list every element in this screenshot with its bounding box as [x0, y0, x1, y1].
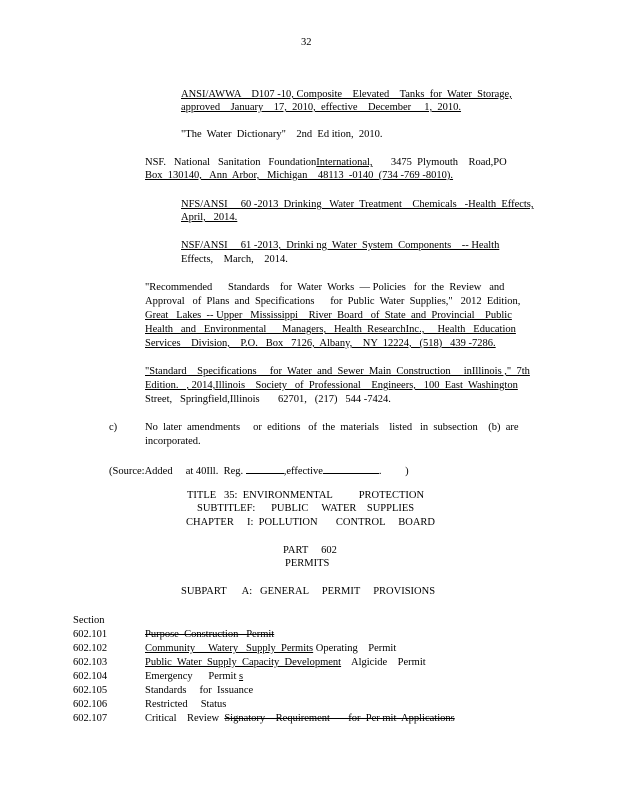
reference-standard-specifications-line-1: "Standard Specifications for Water and Sewer Main Construction inIllinois ," 7th: [145, 366, 530, 377]
reference-recommended-standards-line-1: "Recommended Standards for Water Works — Policies for the Review and: [145, 282, 505, 293]
reference-recommended-standards-line-4: Health and Environmental Managers, Health ResearchInc., Health Education: [145, 324, 516, 335]
reference-nsf-line-1: [145, 156, 507, 170]
section-number: 602.105: [73, 685, 108, 696]
reference-standard-specifications-line-2: Edition. , 2014,Illinois Society of Professional Engineers, 100 East Washington: [145, 380, 518, 391]
heading-subtitle: SUBTITLEF: PUBLIC WATER SUPPLIES: [197, 503, 415, 514]
section-title-deleted-part: Signatory Requirement for Per mit Applications: [224, 713, 455, 724]
reference-nsf-61-line-1: [181, 239, 499, 253]
heading-subpart: SUBPART A: GENERAL PERMIT PROVISIONS: [181, 586, 436, 597]
reference-standard-specifications-line-3: Street, Springfield,Illinois 62701, (217) 544 -7424.: [145, 394, 391, 405]
reference-recommended-standards-line-3: Great Lakes -- Upper Mississippi River Board of State and Provincial Public: [145, 310, 512, 321]
section-number: 602.101: [73, 629, 108, 640]
reference-nsf-61-text: NSF/ANSI 61 -2013, Drinki ng Water System Components -- Health: [181, 240, 500, 251]
reference-recommended-standards-line-2: [145, 295, 520, 309]
section-title: [145, 712, 455, 726]
section-title: Standards for Issuance: [145, 685, 254, 696]
reference-nsf-60-line-1: NFS/ANSI 60 -2013 Drinking Water Treatment Chemicals -Health Effects,: [181, 199, 534, 210]
subsection-c-line-1: No later amendments or editions of the materials listed in subsection (b) are: [145, 422, 519, 433]
section-title-added-part: Public Water Supply Capacity Development: [145, 657, 342, 668]
page-number: 32: [301, 37, 312, 48]
section-title-added-part: s: [239, 671, 244, 682]
source-effective: ,effective: [283, 466, 323, 477]
heading-part: PART 602: [283, 545, 337, 556]
heading-chapter: CHAPTER I: POLLUTION CONTROL BOARD: [186, 517, 435, 528]
section-number: 602.103: [73, 657, 108, 668]
reference-nsf-address: 3475 Plymouth Road,PO: [390, 157, 507, 168]
reference-ansi-awwa-line-2: approved January 17, 2010, effective December 1, 2010.: [181, 102, 462, 113]
section-number: 602.107: [73, 713, 108, 724]
reference-rs-approval: Approval of Plans and Specifications: [145, 296, 315, 307]
subsection-c-label: c): [109, 422, 118, 433]
reference-nsf-61-line-2: Effects, March, 2014.: [181, 254, 288, 265]
section-title: Restricted Status: [145, 699, 227, 710]
reference-recommended-standards-line-5: Services Division, P.O. Box 7126, Albany, NY 12224, (518) 439 -7286.: [145, 338, 496, 349]
reference-ansi-awwa-line-1: ANSI/AWWA D107 -10, Composite Elevated Tanks for Water Storage,: [181, 89, 512, 100]
source-blank-1: [246, 463, 284, 474]
source-suffix: . ): [378, 466, 409, 477]
section-header: Section: [73, 615, 105, 626]
reference-nsf-60-line-2: April, 2014.: [181, 212, 238, 223]
section-number: 602.102: [73, 643, 108, 654]
section-title-part: Emergency Permit: [145, 671, 239, 682]
reference-rs-edition: for Public Water Supplies," 2012 Edition,: [330, 296, 521, 307]
source-prefix: (Source:Added at 40Ill. Reg.: [109, 466, 244, 477]
section-title-part: Operating Permit: [313, 643, 397, 654]
source-note: [109, 463, 409, 479]
heading-title: TITLE 35: ENVIRONMENTAL PROTECTION: [187, 490, 425, 501]
section-title: [145, 670, 243, 684]
section-title: Purpose Construction Permit: [145, 629, 275, 640]
reference-nsf-international: International,: [316, 157, 373, 168]
reference-nsf-line-2: Box 130140, Ann Arbor, Michigan 48113 -0140 (734 -769 -8010).: [145, 170, 454, 181]
section-number: 602.106: [73, 699, 108, 710]
reference-nsf-name: NSF. National Sanitation Foundation: [145, 157, 317, 168]
section-title: [145, 642, 396, 656]
reference-water-dictionary: "The Water Dictionary" 2nd Ed ition, 2010.: [181, 129, 383, 140]
section-title-part: Algicide Permit: [341, 657, 426, 668]
section-title-part: Critical Review: [145, 713, 225, 724]
section-number: 602.104: [73, 671, 108, 682]
heading-part-name: PERMITS: [285, 558, 330, 569]
section-title-deleted-part: Community Watery Supply Permits: [145, 643, 314, 654]
subsection-c-line-2: incorporated.: [145, 436, 201, 447]
source-blank-2: [323, 463, 379, 474]
section-title: [145, 656, 426, 670]
